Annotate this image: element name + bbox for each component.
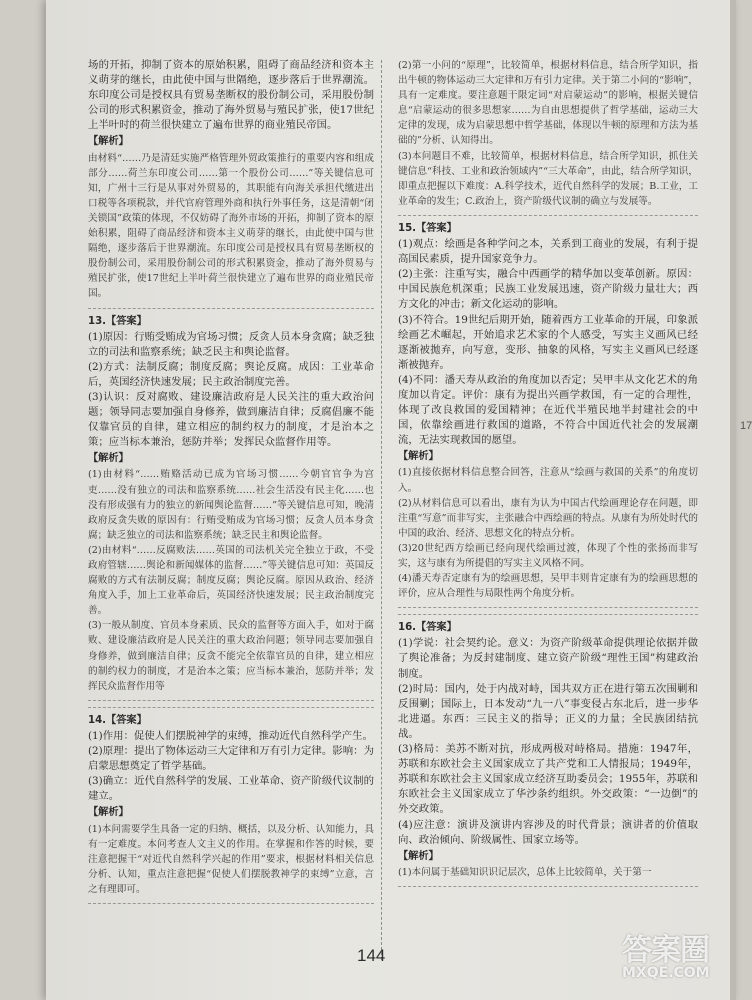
q15-explanation-1: (1)直接依据材料信息整合回答，注意从“绘画与救国的关系”的角度切入。 — [398, 467, 698, 494]
q13-heading: 13.【答案】 — [88, 315, 147, 327]
q14-explanation-3: (3)本问题目不难，比较简单，根据材料信息，结合所学知识，抓住关键信息“科技、工业和政治领域内”“三大革命”，由此，结合所学知识，即重点把握以下难度：A.科学技术，近代自然科学的发展；B.工业，工业革命的发生；C.政治上，资产阶级代议制的确立与发展等。 — [398, 150, 698, 207]
q16-heading: 16.【答案】 — [398, 622, 457, 634]
q13-explanation-3: (3)一般从制度、官员本身素质、民众的监督等方面入手，如对于腐败、建设廉洁政府是人民关注的重大政治问题；领导同志要加强自身修养，做到廉洁自律；反贪不能完全依靠官员的自律，建立相应的制约权力的制度，才是治本之策；应当标本兼治，惩防并举；发挥民众监督作用等 — [88, 620, 374, 692]
intro-answer: 场的开拓，抑制了资本的原始积累，阻碍了商品经济和资本主义萌芽的继长，由此使中国与世隔绝，逐步落后于世界潮流。东印度公司是授权具有贸易垄断权的股份制公司，采用股份制公司的形式积累资金，推动了海外贸易与殖民扩张，使17世纪上半叶时的荷兰很快建立了遍布世界的商业殖民帝国。 — [88, 59, 374, 132]
right-column — [398, 58, 698, 887]
q14-explanation-heading: 【解析】 — [88, 807, 129, 819]
left-column — [88, 58, 374, 904]
intro-explanation: 由材料“……乃是清廷实施严格管理外贸政策推行的重要内容和组成部分……荷兰东印度公司……第一个股份公司……”等关键信息可知，广州十三行是从事对外贸易的，其职能有向海关承担代缴进出口税等各项税款，并代官府管理外商和执行外事任务，这是清朝“闭关锁国”政策的体现，不仅妨碍了海外市场的开拓，抑制了资本的原始积累，阻碍了商品经济和资本主义萌芽的继长，由此使中国与世隔绝，逐步落后于世界潮流。东印度公司是授权具有贸易垄断权的股份制公司，采用股份制公司的形式积累资金，推动了海外贸易与殖民扩张，使17世纪上半叶荷兰很快建立了遍布世界的商业殖民帝国。 — [88, 152, 374, 300]
q16-answer-1: (1)学说：社会契约论。意义：为资产阶级革命提供理论依据并做了舆论准备；为反封建制度、建立资产阶级“理性王国”构建政治制度。 — [398, 637, 698, 680]
question-13 — [88, 308, 374, 701]
question-16 — [398, 614, 698, 887]
question-14 — [88, 707, 374, 904]
q13-answer-1: (1)原因：行贿受贿成为官场习惯；反贪人员本身贪腐；缺乏独立的司法和监察系统；缺乏民主和舆论监督。 — [88, 330, 374, 358]
q16-answer-3: (3)格局：美苏不断对抗，形成两极对峙格局。措施：1947年，苏联和东欧社会主义国家成立了共产党和工人情报局；1949年，苏联和东欧社会主义国家成立经济互助委员会；1955年，苏联和东欧社会主义国家成立了华沙条约组织。外交政策：“一边倒”的外交政策。 — [398, 743, 698, 816]
column-divider — [381, 60, 382, 960]
q15-answer-1: (1)观点：绘画是各种学问之本，关系到工商业的发展，有利于提高国民素质，提升国家竞争力。 — [398, 238, 698, 266]
q16-answer-4: (4)应注意：演讲及演讲内容涉及的时代背景；演讲者的价值取向、政治倾向、阶级属性、国家立场等。 — [398, 818, 698, 846]
watermark-logo — [622, 925, 737, 997]
q14-explanation-1: (1)本问需要学生具备一定的归纳、概括，以及分析、认知能力，具有一定难度。本问考查人文主义的作用。在掌握和作答的时候，要注意把握干“对近代自然科学兴起的作用”要求，根据材料相关信息分析、认知，重点注意把握“促使人们摆脱教神学的束缚”立意，言之有理即可。 — [88, 823, 374, 895]
q13-answer-2: (2)方式：法制反腐；制度反腐；舆论反腐。成因：工业革命后，英国经济快速发展；民主政治制度完善。 — [88, 360, 374, 388]
q15-explanation-heading: 【解析】 — [398, 451, 439, 463]
q15-answer-3: (3)不符合。19世纪后期开始，随着西方工业革命的开展，印象派绘画艺术崛起，开始追求艺术家的个人感受，写实主义画风已经逐渐被拋弃，向写意，变形、抽象的风格，写实主义画风已经逐渐被抛弃。 — [398, 313, 698, 371]
q16-answer-2: (2)时局：国内，处于内战对峙，国共双方正在进行第五次围剿和反围剿；国际上，日本发动“九一八”事变侵占东北后，进一步华北进逼。东西：三民主义的指导；正义的力量；全民族团结抗战。 — [398, 682, 698, 740]
q13-explanation-heading: 【解析】 — [88, 453, 129, 465]
q16-explanation-1: (1)本问属于基础知识识记层次，总体上比较简单，关于第一 — [398, 866, 652, 878]
q14-explanation-2: (2)第一小问的“原理”，比较简单，根据材料信息，结合所学知识，指出牛顿的物体运动三大定律和万有引力定律。关于第二小问的“影响”，具有一定难度。要注意题干限定词“对启蒙运动”的影响，根据关键信息“启蒙运动的很多思想家……为自由思想提供了哲学基础，运动三大定律的发现，成为启蒙思想中哲学基础，体现以牛顿的原理和方法为基础的”分析、认知得出。 — [398, 60, 698, 147]
q13-explanation-1: (1)由材料“……贿赂活动已成为官场习惯……今朝官官争为宫吏……没有独立的司法和监察系统……社会生活没有民主化……也没有形成强有力的独立的新闻舆论监督……”等关键信息可知，晚清政府反贪失败的原因有：行贿受贿成为官场习惯；反贪人员本身贪腐；缺乏独立的司法和监察系统；缺乏民主和舆论监督。 — [88, 469, 374, 541]
next-page-edge-number: 17 — [740, 420, 752, 432]
q13-answer-3: (3)认识：反对腐败、建设廉洁政府是人民关注的重大政治问题；领导同志要加强自身修养，做到廉洁自律；反腐倡廉不能仅靠官员的自律，建立相应的制约权力的制度，才是治本之策；应当标本兼治，惩防并举；发挥民众监督作用等。 — [88, 390, 374, 449]
q14-answer-3: (3)确立：近代自然科学的发展、工业革命、资产阶级代议制的建立。 — [88, 775, 374, 803]
q16-explanation-heading: 【解析】 — [398, 850, 439, 862]
q14-heading: 14.【答案】 — [88, 714, 147, 726]
q15-explanation-4: (4)潘天寿否定康有为的绘画思想，吴甲丰则肯定康有为的绘画思想的评价，应从合理性与局限性两个角度分析。 — [398, 573, 698, 600]
q15-heading: 15.【答案】 — [398, 222, 457, 234]
question-15 — [398, 215, 698, 608]
page-gutter — [730, 0, 736, 1000]
q14-answer-1: (1)作用：促使人们摆脱神学的束缚，推动近代自然科学产生。 — [88, 729, 373, 742]
q13-explanation-2: (2)由材料“……反腐败法……英国的司法机关完全独立于政，不受政府管辖……舆论和新闻媒体的监督……”等关键信息可知：英国反腐败的方式有法制反腐；制度反腐；舆论反腐。原因从政治、经济角度入手，加上工业革命后，英国经济快速发展；民主政治制度完善。 — [88, 544, 374, 617]
q15-explanation-3: (3)20世纪西方绘画已经向现代绘画过渡，体现了个性的张扬而非写实，这与康有为所提倡的写实主义风格不同。 — [398, 542, 698, 569]
page-number: 144 — [357, 946, 386, 965]
watermark-text: 答案圈 — [622, 933, 709, 968]
q15-answer-2: (2)主张：注重写实，融合中西画学的精华加以变革创新。原因：中国民族危机深重；民族工业发展迅速，资产阶级力量壮大；西方文化的冲击；新文化运动的影响。 — [398, 268, 698, 311]
q15-explanation-2: (2)从材料信息可以看出，康有为认为中国古代绘画理论存在问题，即注重“写意”而非写实，主张融合中西绘画的特点。从康有为所处时代的中国的政治、经济、思想文化的特点分析。 — [398, 497, 698, 539]
q14-answer-2: (2)原理：提出了物体运动三大定律和万有引力定律。影响：为启蒙思想奠定了哲学基础。 — [88, 745, 374, 773]
q15-answer-4: (4)不同：潘天寿从政治的角度加以否定；吴甲丰从文化艺术的角度加以肯定。评价：康有为提出兴画学救国，有一定的合理性，体现了改良救国的爱国精神；在近代半殖民地半封建社会的中国，依靠绘画进行救国的道路，不符合中国近代社会的发展潮流，无法实现救国的愿望。 — [398, 373, 698, 447]
intro-explanation-heading: 【解析】 — [88, 136, 129, 148]
watermark-url: MXQE.COM — [622, 965, 710, 981]
